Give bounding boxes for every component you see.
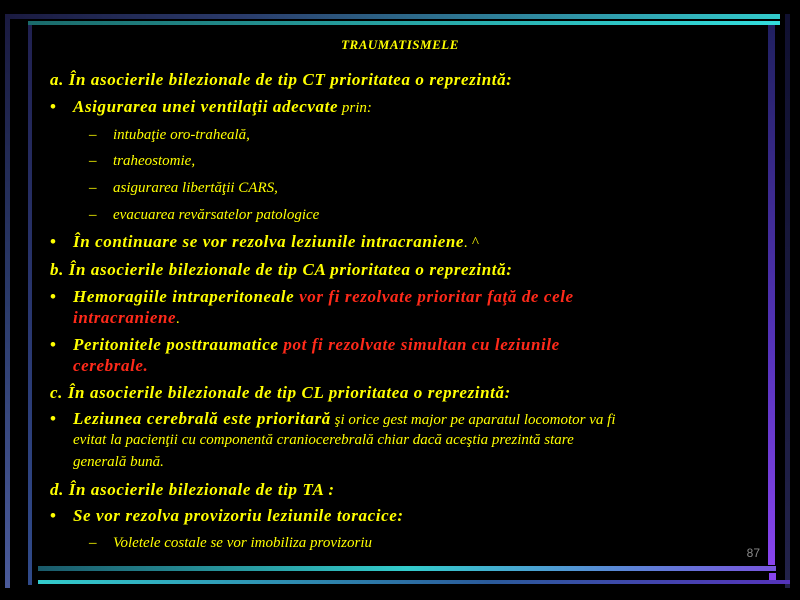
bullet-ventilation: • Asigurarea unei ventilaţii adecvate prin: — [50, 97, 372, 116]
frame-bottom-cyan — [38, 566, 776, 571]
frame-right-purple-bar — [768, 25, 775, 565]
page-title: TRAUMATISMELE — [341, 37, 459, 52]
sub-item-tracheostomy: – traheostomie, — [89, 153, 196, 169]
frame-left-inner-bar — [28, 25, 32, 585]
bullet-glyph: • — [50, 409, 57, 428]
sub-item-airway: – asigurarea libertăţii CARS, — [89, 180, 278, 196]
frame-top-cyan — [28, 21, 780, 25]
bullet-glyph: • — [50, 232, 57, 251]
page-number: 87 — [746, 546, 760, 560]
bullet-cerebral-cont-1: evitat la pacienţii cu componentă craniocerebrală chiar dacă aceştia prezintă stare — [73, 432, 574, 448]
dash-glyph: – — [89, 153, 97, 169]
bullet-glyph: • — [50, 287, 57, 306]
sub-item-flail-chest: – Voletele costale se vor imobiliza provizoriu — [89, 535, 372, 551]
section-a-header: a. În asocierile bilezionale de tip CT prioritatea o reprezintă: — [50, 70, 513, 89]
bullet-thoracic: • Se vor rezolva provizoriu leziunile toracice: — [50, 506, 404, 525]
frame-bottom-gradient — [38, 580, 790, 584]
dash-glyph: – — [89, 207, 97, 223]
dash-glyph: – — [89, 127, 97, 143]
frame-left-bar — [5, 14, 10, 588]
section-d-header: d. În asocierile bilezionale de tip TA : — [50, 480, 335, 499]
section-c-header: c. În asocierile bilezionale de tip CL prioritatea o reprezintă: — [50, 383, 511, 402]
bullet-hemorrhage: • Hemoragiile intraperitoneale vor fi rezolvate prioritar faţă de cele — [50, 287, 574, 306]
frame-corner-square — [769, 573, 776, 580]
bullet-glyph: • — [50, 506, 57, 525]
frame-top-gradient — [5, 14, 780, 19]
bullet-cerebral-cont-2: generală bună. — [73, 454, 164, 470]
bullet-cerebral: • Leziunea cerebrală este prioritară şi orice gest major pe aparatul locomotor va fi — [50, 409, 616, 428]
sub-item-intubation: – intubaţie oro-traheală, — [89, 127, 250, 143]
bullet-hemorrhage-cont: intracraniene. — [73, 308, 180, 327]
dash-glyph: – — [89, 535, 97, 551]
frame-right-dark-bar — [785, 14, 790, 588]
sub-item-evacuation: – evacuarea revărsatelor patologice — [89, 207, 320, 223]
bullet-intracranial: • În continuare se vor rezolva leziunile intracraniene. ^ — [50, 232, 478, 251]
section-b-header: b. În asocierile bilezionale de tip CA prioritatea o reprezintă: — [50, 260, 513, 279]
bullet-peritonitis: • Peritonitele posttraumatice pot fi rezolvate simultan cu leziunile — [50, 335, 560, 354]
bullet-peritonitis-cont: cerebrale. — [73, 356, 149, 375]
dash-glyph: – — [89, 180, 97, 196]
bullet-glyph: • — [50, 335, 57, 354]
bullet-glyph: • — [50, 97, 57, 116]
